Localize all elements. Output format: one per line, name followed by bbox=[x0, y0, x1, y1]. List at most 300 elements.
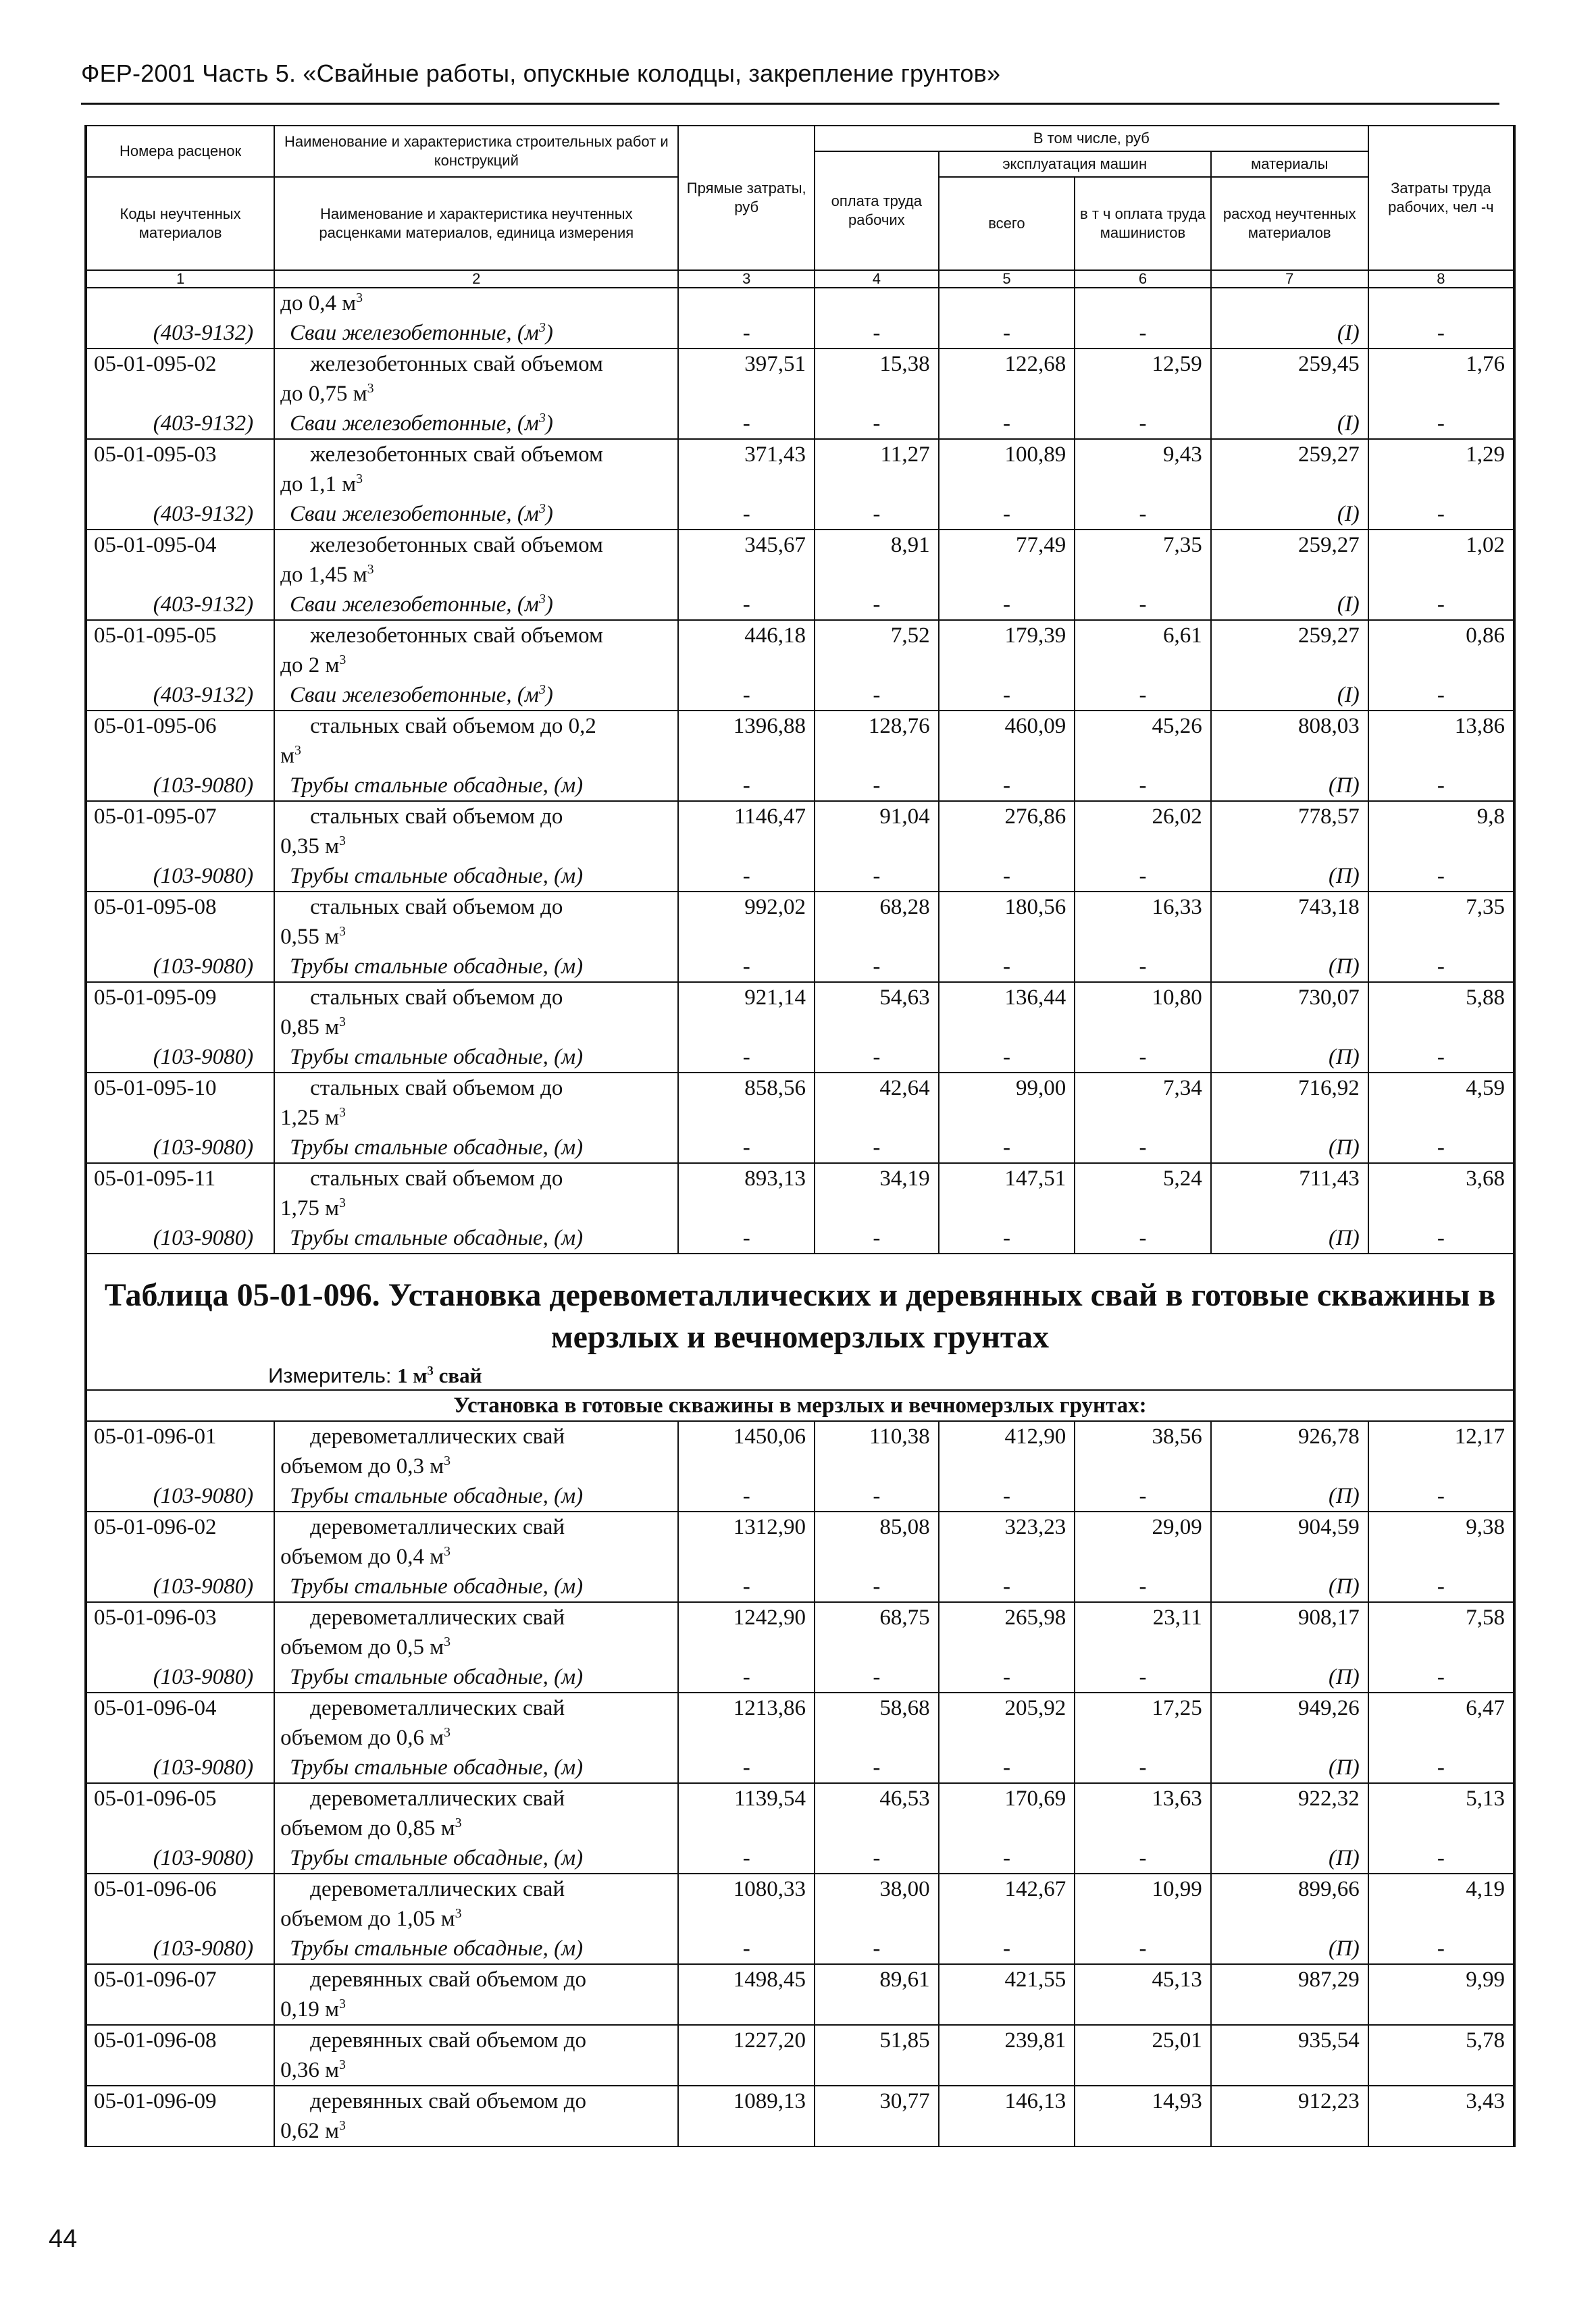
material-code: (103-9080) bbox=[86, 1223, 274, 1254]
value-cell: 45,13 bbox=[1075, 1964, 1211, 2025]
value-cell: 5,13 bbox=[1368, 1783, 1514, 1843]
value-cell: 716,92 bbox=[1211, 1073, 1368, 1133]
work-name: стальных свай объемом до 0,2 $м^3$ bbox=[274, 711, 678, 771]
value-cell: 8,91 bbox=[815, 530, 939, 590]
material-name: Трубы стальные обсадные, (м) bbox=[274, 1843, 678, 1874]
value-cell: - bbox=[1368, 1662, 1514, 1693]
value-cell: 3,43 bbox=[1368, 2086, 1514, 2146]
value-cell: - bbox=[1075, 1662, 1211, 1693]
value-cell: 180,56 bbox=[939, 892, 1075, 952]
value-cell: - bbox=[939, 499, 1075, 530]
table-row bbox=[86, 2025, 1514, 2086]
table-row bbox=[86, 982, 1514, 1042]
value-cell: - bbox=[939, 771, 1075, 801]
value-cell: - bbox=[1368, 680, 1514, 711]
rate-code: 05-01-095-04 bbox=[86, 530, 274, 590]
rate-code: 05-01-095-02 bbox=[86, 349, 274, 409]
material-row bbox=[86, 1223, 1514, 1254]
table-row bbox=[86, 1693, 1514, 1753]
value-cell: 179,39 bbox=[939, 620, 1075, 680]
col-number: 1 bbox=[86, 270, 274, 288]
col-material-name-header: Наименование и характеристика неучтенных расценками материалов, единица измерения bbox=[274, 177, 678, 270]
material-unit: (I) bbox=[1211, 499, 1368, 530]
material-row bbox=[86, 1662, 1514, 1693]
table-row bbox=[86, 620, 1514, 680]
material-code: (403-9132) bbox=[86, 680, 274, 711]
value-cell: - bbox=[815, 861, 939, 892]
value-cell: - bbox=[678, 318, 815, 349]
value-cell: 6,47 bbox=[1368, 1693, 1514, 1753]
value-cell: - bbox=[815, 499, 939, 530]
rate-code: 05-01-096-01 bbox=[86, 1421, 274, 1481]
material-unit: (I) bbox=[1211, 680, 1368, 711]
value-cell: - bbox=[1368, 409, 1514, 439]
value-cell: - bbox=[815, 409, 939, 439]
material-row bbox=[86, 1934, 1514, 1964]
value-cell: 77,49 bbox=[939, 530, 1075, 590]
value-cell: 5,24 bbox=[1075, 1163, 1211, 1223]
material-row bbox=[86, 1133, 1514, 1163]
value-cell: - bbox=[1368, 499, 1514, 530]
table-row bbox=[86, 2086, 1514, 2146]
value-cell: - bbox=[1368, 1753, 1514, 1783]
value-cell: - bbox=[939, 1662, 1075, 1693]
col-machines-total-header: всего bbox=[939, 177, 1075, 270]
material-code: (403-9132) bbox=[86, 318, 274, 349]
work-name: до 0,4 $м^3$ bbox=[274, 288, 678, 318]
value-cell: - bbox=[939, 590, 1075, 620]
material-name: Трубы стальные обсадные, (м) bbox=[274, 952, 678, 982]
work-name: деревянных свай объемом до 0,19 $м^3$ bbox=[274, 1964, 678, 2025]
rate-code: 05-01-096-08 bbox=[86, 2025, 274, 2086]
value-cell: - bbox=[1368, 590, 1514, 620]
material-unit: (П) bbox=[1211, 1934, 1368, 1964]
col-materials-header: материалы bbox=[1211, 151, 1368, 177]
rate-code: 05-01-095-11 bbox=[86, 1163, 274, 1223]
material-name: Трубы стальные обсадные, (м) bbox=[274, 1934, 678, 1964]
value-cell: 9,43 bbox=[1075, 439, 1211, 499]
value-cell: 38,56 bbox=[1075, 1421, 1211, 1481]
value-cell: 5,88 bbox=[1368, 982, 1514, 1042]
column-numbers-row bbox=[86, 270, 1514, 288]
table-row bbox=[86, 1964, 1514, 2025]
rate-code: 05-01-096-04 bbox=[86, 1693, 274, 1753]
work-name: железобетонных свай объемом до 2 $м^3$ bbox=[274, 620, 678, 680]
value-cell: - bbox=[815, 771, 939, 801]
value-cell: 1312,90 bbox=[678, 1512, 815, 1572]
material-unit: (П) bbox=[1211, 1481, 1368, 1512]
value-cell: - bbox=[815, 1481, 939, 1512]
value-cell: 7,35 bbox=[1075, 530, 1211, 590]
value-cell: 1,29 bbox=[1368, 439, 1514, 499]
value-cell: 5,78 bbox=[1368, 2025, 1514, 2086]
rate-code: 05-01-096-05 bbox=[86, 1783, 274, 1843]
value-cell: - bbox=[678, 499, 815, 530]
value-cell: 371,43 bbox=[678, 439, 815, 499]
material-unit: (П) bbox=[1211, 1223, 1368, 1254]
value-cell: 0,86 bbox=[1368, 620, 1514, 680]
col-rate-number-header: Номера расценок bbox=[86, 126, 274, 177]
value-cell: - bbox=[1075, 318, 1211, 349]
table-row bbox=[86, 1602, 1514, 1662]
value-cell: - bbox=[939, 1223, 1075, 1254]
material-row bbox=[86, 1843, 1514, 1874]
value-cell: - bbox=[939, 409, 1075, 439]
page-header: ФЕР-2001 Часть 5. «Свайные работы, опускные колодцы, закрепление грунтов» bbox=[81, 59, 1001, 87]
value-cell: - bbox=[939, 1843, 1075, 1874]
work-name: деревометаллических свай объемом до 0,3 $м^3$ bbox=[274, 1421, 678, 1481]
material-name: Сваи железобетонные, $(м^3)$ bbox=[274, 409, 678, 439]
value-cell: - bbox=[815, 1223, 939, 1254]
table-row bbox=[86, 439, 1514, 499]
work-name: деревометаллических свай объемом до 0,4 $м^3$ bbox=[274, 1512, 678, 1572]
value-cell: 992,02 bbox=[678, 892, 815, 952]
value-cell: 397,51 bbox=[678, 349, 815, 409]
col-material-codes-header: Коды неучтенных материалов bbox=[86, 177, 274, 270]
value-cell: 54,63 bbox=[815, 982, 939, 1042]
col-number: 2 bbox=[274, 270, 678, 288]
work-name: деревометаллических свай объемом до 0,85 $м^3$ bbox=[274, 1783, 678, 1843]
value-cell: 908,17 bbox=[1211, 1602, 1368, 1662]
material-code: (103-9080) bbox=[86, 1572, 274, 1602]
material-unit: (П) bbox=[1211, 1133, 1368, 1163]
work-name: деревянных свай объемом до 0,36 $м^3$ bbox=[274, 2025, 678, 2086]
material-code: (103-9080) bbox=[86, 1843, 274, 1874]
value-cell: - bbox=[1075, 1223, 1211, 1254]
work-name: стальных свай объемом до 1,75 $м^3$ bbox=[274, 1163, 678, 1223]
value-cell: - bbox=[1075, 1753, 1211, 1783]
work-name: деревометаллических свай объемом до 0,5 $м^3$ bbox=[274, 1602, 678, 1662]
value-cell: - bbox=[815, 1662, 939, 1693]
value-cell: 142,67 bbox=[939, 1874, 1075, 1934]
value-cell: 68,28 bbox=[815, 892, 939, 952]
value-cell: - bbox=[815, 1042, 939, 1073]
material-unit: (П) bbox=[1211, 1753, 1368, 1783]
value-cell: 239,81 bbox=[939, 2025, 1075, 2086]
table-row bbox=[86, 1163, 1514, 1223]
col-machines-header: эксплуатация машин bbox=[939, 151, 1211, 177]
value-cell: 259,27 bbox=[1211, 439, 1368, 499]
value-cell: - bbox=[1075, 590, 1211, 620]
table-row bbox=[86, 1073, 1514, 1133]
value-cell: 893,13 bbox=[678, 1163, 815, 1223]
value-cell: - bbox=[815, 952, 939, 982]
value-cell: - bbox=[1075, 952, 1211, 982]
value-cell: 68,75 bbox=[815, 1602, 939, 1662]
value-cell: 42,64 bbox=[815, 1073, 939, 1133]
material-code: (403-9132) bbox=[86, 590, 274, 620]
value-cell: - bbox=[815, 318, 939, 349]
value-cell: 1,76 bbox=[1368, 349, 1514, 409]
value-cell: 6,61 bbox=[1075, 620, 1211, 680]
material-row bbox=[86, 1572, 1514, 1602]
value-cell: 7,52 bbox=[815, 620, 939, 680]
value-cell: - bbox=[939, 318, 1075, 349]
work-name: стальных свай объемом до 0,55 $м^3$ bbox=[274, 892, 678, 952]
value-cell: - bbox=[678, 1572, 815, 1602]
value-cell: 4,19 bbox=[1368, 1874, 1514, 1934]
col-number: 4 bbox=[815, 270, 939, 288]
table-2-title-cell bbox=[86, 1254, 1514, 1390]
value-cell: 265,98 bbox=[939, 1602, 1075, 1662]
material-row bbox=[86, 861, 1514, 892]
value-cell: - bbox=[1368, 1481, 1514, 1512]
material-name: Трубы стальные обсадные, (м) bbox=[274, 1662, 678, 1693]
value-cell: 345,67 bbox=[678, 530, 815, 590]
material-unit: (I) bbox=[1211, 409, 1368, 439]
value-cell: 146,13 bbox=[939, 2086, 1075, 2146]
value-cell: 58,68 bbox=[815, 1693, 939, 1753]
value-cell: 45,26 bbox=[1075, 711, 1211, 771]
value-cell: - bbox=[1075, 861, 1211, 892]
value-cell: 110,38 bbox=[815, 1421, 939, 1481]
value-cell: 421,55 bbox=[939, 1964, 1075, 2025]
table-row bbox=[86, 801, 1514, 861]
rate-code: 05-01-095-09 bbox=[86, 982, 274, 1042]
value-cell: - bbox=[939, 1133, 1075, 1163]
value-cell: - bbox=[815, 1133, 939, 1163]
material-row bbox=[86, 318, 1514, 349]
value-cell: 9,8 bbox=[1368, 801, 1514, 861]
value-cell: 136,44 bbox=[939, 982, 1075, 1042]
material-row bbox=[86, 1753, 1514, 1783]
material-name: Сваи железобетонные, $(м^3)$ bbox=[274, 318, 678, 349]
col-wages-header: оплата труда рабочих bbox=[815, 151, 939, 270]
value-cell: 1396,88 bbox=[678, 711, 815, 771]
value-cell: - bbox=[1075, 409, 1211, 439]
value-cell: - bbox=[678, 590, 815, 620]
value-cell: - bbox=[815, 1572, 939, 1602]
material-name: Трубы стальные обсадные, (м) bbox=[274, 861, 678, 892]
table-2-title: Таблица 05-01-096. Установка деревометаллических и деревянных свай в готовые скважины в мерзлых и вечномерзлых грунтах bbox=[104, 1277, 1496, 1355]
value-cell: - bbox=[1075, 1481, 1211, 1512]
value-cell: 259,27 bbox=[1211, 530, 1368, 590]
value-cell: 15,38 bbox=[815, 349, 939, 409]
value-cell: - bbox=[1075, 1042, 1211, 1073]
value-cell: 922,32 bbox=[1211, 1783, 1368, 1843]
value-cell: - bbox=[678, 409, 815, 439]
material-row bbox=[86, 771, 1514, 801]
table-row bbox=[86, 1783, 1514, 1843]
material-code: (103-9080) bbox=[86, 771, 274, 801]
value-cell: - bbox=[1075, 1133, 1211, 1163]
col-work-name-header: Наименование и характеристика строительных работ и конструкций bbox=[274, 126, 678, 177]
value-cell: 276,86 bbox=[939, 801, 1075, 861]
value-cell: 778,57 bbox=[1211, 801, 1368, 861]
material-unit: (П) bbox=[1211, 952, 1368, 982]
value-cell: - bbox=[678, 771, 815, 801]
value-cell: 38,00 bbox=[815, 1874, 939, 1934]
value-cell: 935,54 bbox=[1211, 2025, 1368, 2086]
document-table bbox=[84, 125, 1516, 2147]
table-row bbox=[86, 1512, 1514, 1572]
value-cell: 730,07 bbox=[1211, 982, 1368, 1042]
value-cell: 122,68 bbox=[939, 349, 1075, 409]
material-code: (103-9080) bbox=[86, 1133, 274, 1163]
value-cell: - bbox=[1368, 1843, 1514, 1874]
value-cell: 987,29 bbox=[1211, 1964, 1368, 2025]
value-cell: - bbox=[1368, 861, 1514, 892]
value-cell: 259,27 bbox=[1211, 620, 1368, 680]
material-unit: (П) bbox=[1211, 771, 1368, 801]
rate-code: 05-01-096-09 bbox=[86, 2086, 274, 2146]
rate-code: 05-01-095-05 bbox=[86, 620, 274, 680]
material-row bbox=[86, 952, 1514, 982]
value-cell: 7,34 bbox=[1075, 1073, 1211, 1133]
material-name: Трубы стальные обсадные, (м) bbox=[274, 771, 678, 801]
rate-code: 05-01-096-03 bbox=[86, 1602, 274, 1662]
value-cell: - bbox=[1368, 1042, 1514, 1073]
value-cell: 1089,13 bbox=[678, 2086, 815, 2146]
value-cell: 147,51 bbox=[939, 1163, 1075, 1223]
value-cell: 99,00 bbox=[939, 1073, 1075, 1133]
work-name: железобетонных свай объемом до 1,45 $м^3$ bbox=[274, 530, 678, 590]
value-cell: - bbox=[678, 680, 815, 711]
value-cell: 12,17 bbox=[1368, 1421, 1514, 1481]
work-name: железобетонных свай объемом до 0,75 $м^3$ bbox=[274, 349, 678, 409]
value-cell: - bbox=[815, 1753, 939, 1783]
col-operators-wages-header: в т ч оплата труда машинистов bbox=[1075, 177, 1211, 270]
value-cell: 46,53 bbox=[815, 1783, 939, 1843]
value-cell: 1242,90 bbox=[678, 1602, 815, 1662]
value-cell: 949,26 bbox=[1211, 1693, 1368, 1753]
value-cell: 446,18 bbox=[678, 620, 815, 680]
col-number: 5 bbox=[939, 270, 1075, 288]
value-cell: 904,59 bbox=[1211, 1512, 1368, 1572]
value-cell: 25,01 bbox=[1075, 2025, 1211, 2086]
value-cell: 91,04 bbox=[815, 801, 939, 861]
value-cell: 1213,86 bbox=[678, 1693, 815, 1753]
value-cell: - bbox=[1075, 680, 1211, 711]
value-cell: - bbox=[1368, 1133, 1514, 1163]
material-row bbox=[86, 680, 1514, 711]
material-name: Трубы стальные обсадные, (м) bbox=[274, 1753, 678, 1783]
value-cell: - bbox=[678, 1934, 815, 1964]
value-cell: - bbox=[939, 1481, 1075, 1512]
value-cell: 85,08 bbox=[815, 1512, 939, 1572]
col-number: 6 bbox=[1075, 270, 1211, 288]
value-cell: - bbox=[939, 952, 1075, 982]
value-cell: 13,63 bbox=[1075, 1783, 1211, 1843]
material-code: (103-9080) bbox=[86, 1662, 274, 1693]
col-number: 8 bbox=[1368, 270, 1514, 288]
value-cell: 100,89 bbox=[939, 439, 1075, 499]
value-cell: 1498,45 bbox=[678, 1964, 815, 2025]
value-cell: 9,38 bbox=[1368, 1512, 1514, 1572]
material-unit: (I) bbox=[1211, 590, 1368, 620]
material-unit: (П) bbox=[1211, 1572, 1368, 1602]
rate-code: 05-01-095-03 bbox=[86, 439, 274, 499]
value-cell: - bbox=[678, 1843, 815, 1874]
value-cell: 1450,06 bbox=[678, 1421, 815, 1481]
value-cell: 51,85 bbox=[815, 2025, 939, 2086]
material-code: (103-9080) bbox=[86, 1042, 274, 1073]
material-name: Трубы стальные обсадные, (м) bbox=[274, 1223, 678, 1254]
value-cell: - bbox=[678, 1133, 815, 1163]
material-name: Сваи железобетонные, $(м^3)$ bbox=[274, 680, 678, 711]
material-unit: (П) bbox=[1211, 1843, 1368, 1874]
value-cell: 9,99 bbox=[1368, 1964, 1514, 2025]
col-direct-costs-header: Прямые затраты, руб bbox=[678, 126, 815, 270]
material-row bbox=[86, 499, 1514, 530]
value-cell: 912,23 bbox=[1211, 2086, 1368, 2146]
value-cell: 412,90 bbox=[939, 1421, 1075, 1481]
material-name: Трубы стальные обсадные, (м) bbox=[274, 1133, 678, 1163]
table-row bbox=[86, 892, 1514, 952]
col-material-consumption-header: расход неучтенных материалов bbox=[1211, 177, 1368, 270]
value-cell: 926,78 bbox=[1211, 1421, 1368, 1481]
rate-code: 05-01-095-07 bbox=[86, 801, 274, 861]
rate-code: 05-01-096-06 bbox=[86, 1874, 274, 1934]
value-cell: 11,27 bbox=[815, 439, 939, 499]
material-name: Сваи железобетонные, $(м^3)$ bbox=[274, 590, 678, 620]
material-code: (103-9080) bbox=[86, 952, 274, 982]
table-row bbox=[86, 1421, 1514, 1481]
value-cell: 743,18 bbox=[1211, 892, 1368, 952]
rate-code: 05-01-095-06 bbox=[86, 711, 274, 771]
value-cell: 29,09 bbox=[1075, 1512, 1211, 1572]
value-cell: - bbox=[678, 952, 815, 982]
table-2-subheading: Установка в готовые скважины в мерзлых и вечномерзлых грунтах: bbox=[86, 1390, 1514, 1421]
value-cell: 259,45 bbox=[1211, 349, 1368, 409]
table-row bbox=[86, 530, 1514, 590]
rate-code: 05-01-095-08 bbox=[86, 892, 274, 952]
value-cell: - bbox=[1075, 1843, 1211, 1874]
value-cell: - bbox=[678, 1223, 815, 1254]
value-cell: - bbox=[1368, 1934, 1514, 1964]
material-row bbox=[86, 1481, 1514, 1512]
material-code: (403-9132) bbox=[86, 409, 274, 439]
value-cell: - bbox=[939, 1753, 1075, 1783]
value-cell: - bbox=[1075, 499, 1211, 530]
value-cell: 460,09 bbox=[939, 711, 1075, 771]
value-cell: 12,59 bbox=[1075, 349, 1211, 409]
value-cell: - bbox=[1368, 952, 1514, 982]
value-cell: 23,11 bbox=[1075, 1602, 1211, 1662]
value-cell: 14,93 bbox=[1075, 2086, 1211, 2146]
value-cell: - bbox=[939, 1934, 1075, 1964]
value-cell: - bbox=[939, 861, 1075, 892]
value-cell: 7,35 bbox=[1368, 892, 1514, 952]
value-cell: 1080,33 bbox=[678, 1874, 815, 1934]
value-cell: 30,77 bbox=[815, 2086, 939, 2146]
work-name: стальных свай объемом до 0,85 $м^3$ bbox=[274, 982, 678, 1042]
value-cell: - bbox=[1075, 771, 1211, 801]
value-cell: 16,33 bbox=[1075, 892, 1211, 952]
value-cell: - bbox=[815, 1843, 939, 1874]
value-cell: 13,86 bbox=[1368, 711, 1514, 771]
work-name: стальных свай объемом до 1,25 $м^3$ bbox=[274, 1073, 678, 1133]
work-name: деревометаллических свай объемом до 1,05 $м^3$ bbox=[274, 1874, 678, 1934]
value-cell: 4,59 bbox=[1368, 1073, 1514, 1133]
value-cell: 1227,20 bbox=[678, 2025, 815, 2086]
value-cell: - bbox=[1368, 318, 1514, 349]
value-cell: 1146,47 bbox=[678, 801, 815, 861]
rate-code: 05-01-096-02 bbox=[86, 1512, 274, 1572]
value-cell: - bbox=[1368, 1572, 1514, 1602]
material-name: Трубы стальные обсадные, (м) bbox=[274, 1042, 678, 1073]
value-cell: 7,58 bbox=[1368, 1602, 1514, 1662]
value-cell: 323,23 bbox=[939, 1512, 1075, 1572]
material-unit: (I) bbox=[1211, 318, 1368, 349]
material-row bbox=[86, 409, 1514, 439]
rates-table bbox=[86, 126, 1514, 2147]
material-name: Трубы стальные обсадные, (м) bbox=[274, 1572, 678, 1602]
value-cell: - bbox=[1075, 1572, 1211, 1602]
value-cell: - bbox=[1368, 1223, 1514, 1254]
value-cell: 89,61 bbox=[815, 1964, 939, 2025]
value-cell: - bbox=[678, 1662, 815, 1693]
